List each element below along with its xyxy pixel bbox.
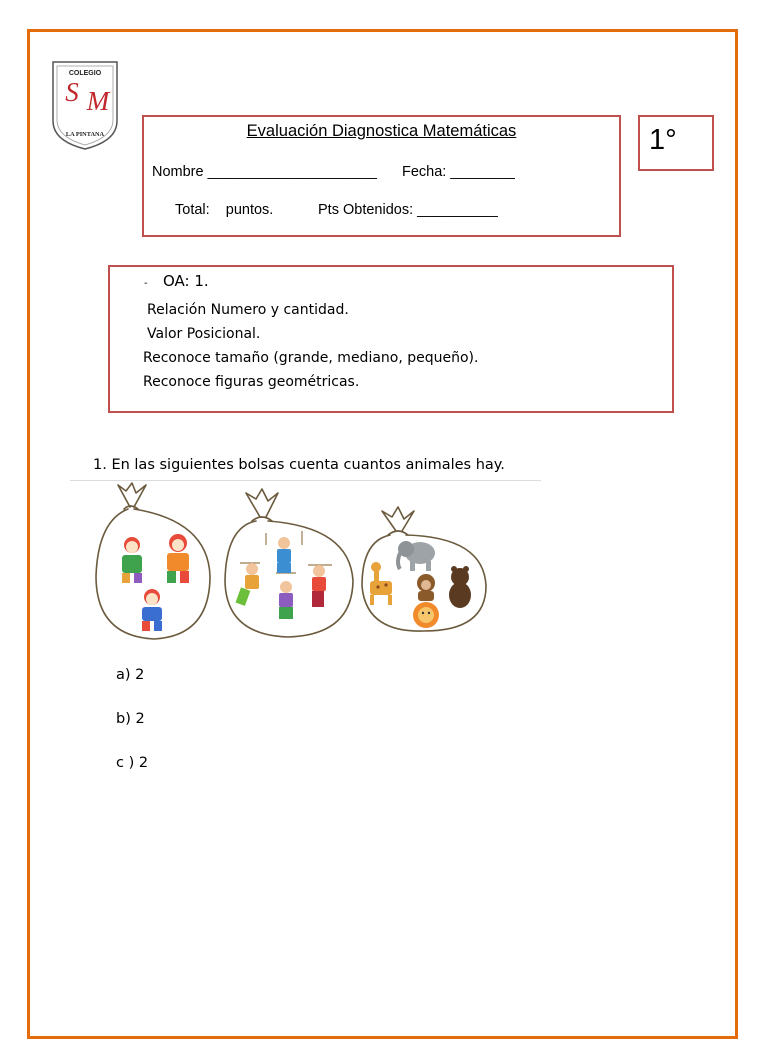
- name-field[interactable]: Nombre _____________________: [152, 164, 377, 180]
- giraffe-icon: [370, 562, 392, 605]
- option-a[interactable]: a) 2: [116, 667, 145, 683]
- acrobat-icon: [279, 581, 293, 619]
- objective-item: Relación Numero y cantidad.: [147, 302, 349, 318]
- svg-text:COLEGIO: COLEGIO: [68, 70, 102, 77]
- clown-icon: [122, 537, 142, 583]
- bear-icon: [449, 566, 471, 608]
- total-points-label: Total: puntos.: [175, 202, 274, 218]
- option-b[interactable]: b) 2: [116, 711, 145, 727]
- svg-text:LA PINTANA: LA PINTANA: [65, 131, 105, 138]
- clown-icon: [167, 534, 189, 583]
- objective-item: Reconoce tamaño (grande, mediano, pequeño).: [143, 350, 479, 366]
- grade-box: [638, 115, 714, 171]
- acrobat-icon: [277, 537, 291, 573]
- grade-label: 1°: [649, 124, 677, 156]
- svg-text:S: S: [65, 77, 79, 107]
- bullet-dash: -: [144, 278, 148, 289]
- monkey-icon: [417, 574, 435, 601]
- counting-illustration: [70, 481, 541, 643]
- svg-text:M: M: [86, 86, 110, 116]
- school-logo: [50, 59, 120, 151]
- objectives-heading: OA: 1.: [163, 272, 209, 290]
- acrobat-icon: [236, 563, 259, 606]
- objective-item: Reconoce figuras geométricas.: [143, 374, 360, 390]
- acrobat-icon: [312, 565, 326, 607]
- obtained-points-field[interactable]: Pts Obtenidos: __________: [318, 202, 498, 218]
- question-text: 1. En las siguientes bolsas cuenta cuantos animales hay.: [93, 457, 505, 473]
- clown-icon: [142, 589, 162, 631]
- option-c[interactable]: c ) 2: [116, 755, 149, 771]
- header-box: [142, 115, 621, 237]
- date-field[interactable]: Fecha: ________: [402, 164, 515, 180]
- elephant-icon: [398, 541, 435, 571]
- lion-icon: [413, 602, 439, 628]
- test-title: Evaluación Diagnostica Matemáticas: [246, 122, 517, 140]
- objective-item: Valor Posicional.: [147, 326, 261, 342]
- objectives-box: [108, 265, 674, 413]
